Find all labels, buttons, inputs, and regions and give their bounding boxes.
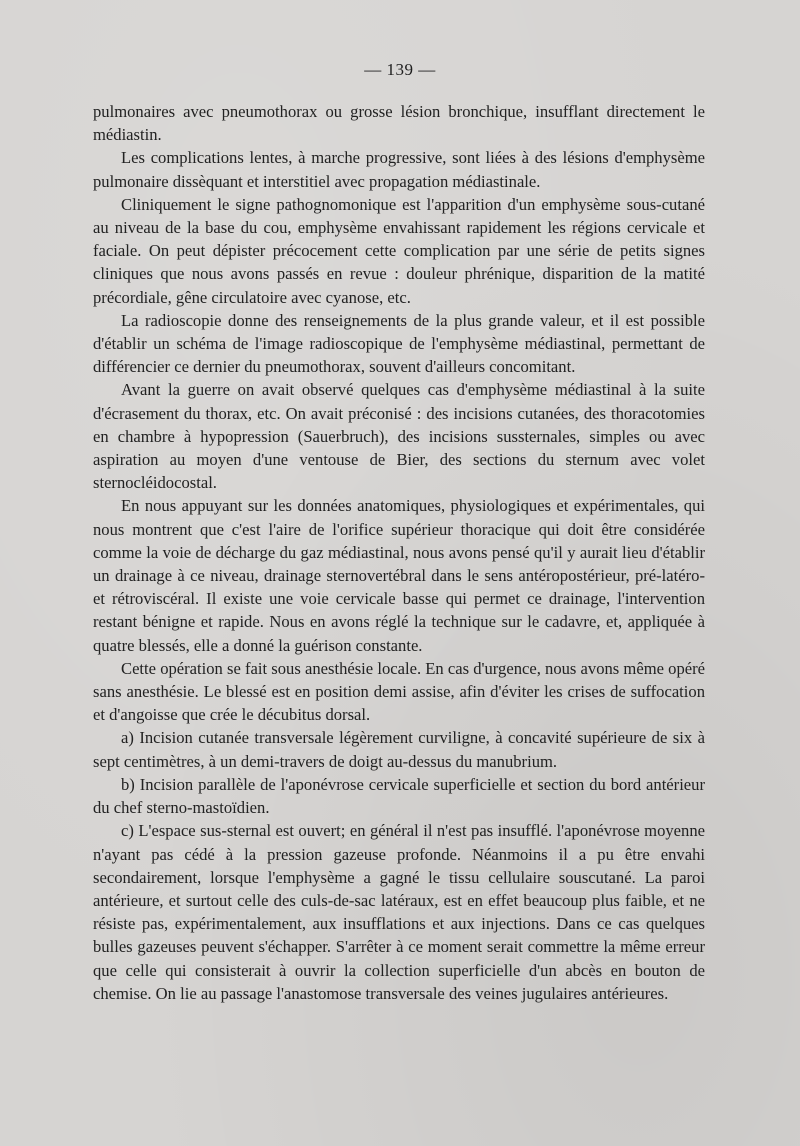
- paragraph-continuation: pulmonaires avec pneumothorax ou grosse lésion bronchique, insufflant directement le médiastin.: [93, 102, 705, 145]
- paragraph-complications: Les complications lentes, à marche progressive, sont liées à des lésions d'emphysème pulmonaire dissèquant et interstitiel avec propagation médiastinale.: [93, 148, 705, 191]
- paragraph-anesthesia: Cette opération se fait sous anesthésie locale. En cas d'urgence, nous avons même opéré sans anesthésie. Le blessé est en position demi assise, afin d'éviter les crises de suffocation et d'angoisse que crée le décubitus dorsal.: [93, 658, 705, 725]
- paragraph-drainage: En nous appuyant sur les données anatomiques, physiologiques et expérimentales, qui nous montrent que c'est l'aire de l'orifice supérieur thoracique qui doit être considérée comme la voie de décharge du gaz médiastinal, nous avons pensé qu'il y aurait lieu d'établir un drainage à ce niveau, drainage sternovertébral dans le sens antéropostérieur, pré-latéro- et rétroviscéral. Il existe une voie cervicale basse qui permet ce drainage, l'intervention restant bénigne et rapide. Nous en avons réglé la technique sur le cadavre, et, appliquée à quatre blessés, elle a donné la guérison constante.: [93, 496, 705, 655]
- paragraph-step-a: a) Incision cutanée transversale légèrement curviligne, à concavité supérieure de six à sept centimètres, à un demi-travers de doigt au-dessus du manubrium.: [93, 728, 705, 771]
- paragraph-step-c: c) L'espace sus-sternal est ouvert; en général il n'est pas insufflé. l'aponévrose moyenne n'ayant pas cédé à la pression gazeuse profonde. Néanmoins il a pu être envahi secondairement, lorsque l'emphysème a gagné le tissu cellulaire souscutané. La paroi antérieure, et surtout celle des culs-de-sac latéraux, est en effet beaucoup plus faible, et ne résiste pas, expérimentalement, aux insufflations et aux injections. Dans ce cas quelques bulles gazeuses peuvent s'échapper. S'arrêter à ce moment serait commettre la même erreur que celle qui consisterait à ouvrir la collection superficielle d'un abcès en bouton de chemise. On lie au passage l'anastomose transversale des veines jugulaires antérieures.: [93, 821, 705, 1003]
- paragraph-before-war: Avant la guerre on avait observé quelques cas d'emphysème médiastinal à la suite d'écrasement du thorax, etc. On avait préconisé : des incisions cutanées, des thoracotomies en chambre à hypopression (Sauerbruch), des incisions sussternales, simples ou avec aspiration au moyen d'une ventouse de Bier, des sections du sternum avec volet sternocléidocostal.: [93, 380, 705, 493]
- body-text: [93, 100, 705, 1005]
- paragraph-clinical-signs: Cliniquement le signe pathognomonique est l'apparition d'un emphysème sous-cutané au niveau de la base du cou, emphysème envahissant rapidement les régions cervicale et faciale. On peut dépister précocement cette complication par une série de petits signes cliniques que nous avons passés en revue : douleur phrénique, disparition de la matité précordiale, gêne circulatoire avec cyanose, etc.: [93, 194, 705, 307]
- paragraph-radioscopy: La radioscopie donne des renseignements de la plus grande valeur, et il est possible d'établir un schéma de l'image radioscopique de l'emphysème médiastinal, permettant de différencier ce dernier du pneumothorax, souvent d'ailleurs concomitant.: [93, 310, 705, 377]
- page-number: — 139 —: [364, 60, 436, 79]
- paragraph-step-b: b) Incision parallèle de l'aponévrose cervicale superficielle et section du bord antérieur du chef sterno-mastoïdien.: [93, 774, 705, 818]
